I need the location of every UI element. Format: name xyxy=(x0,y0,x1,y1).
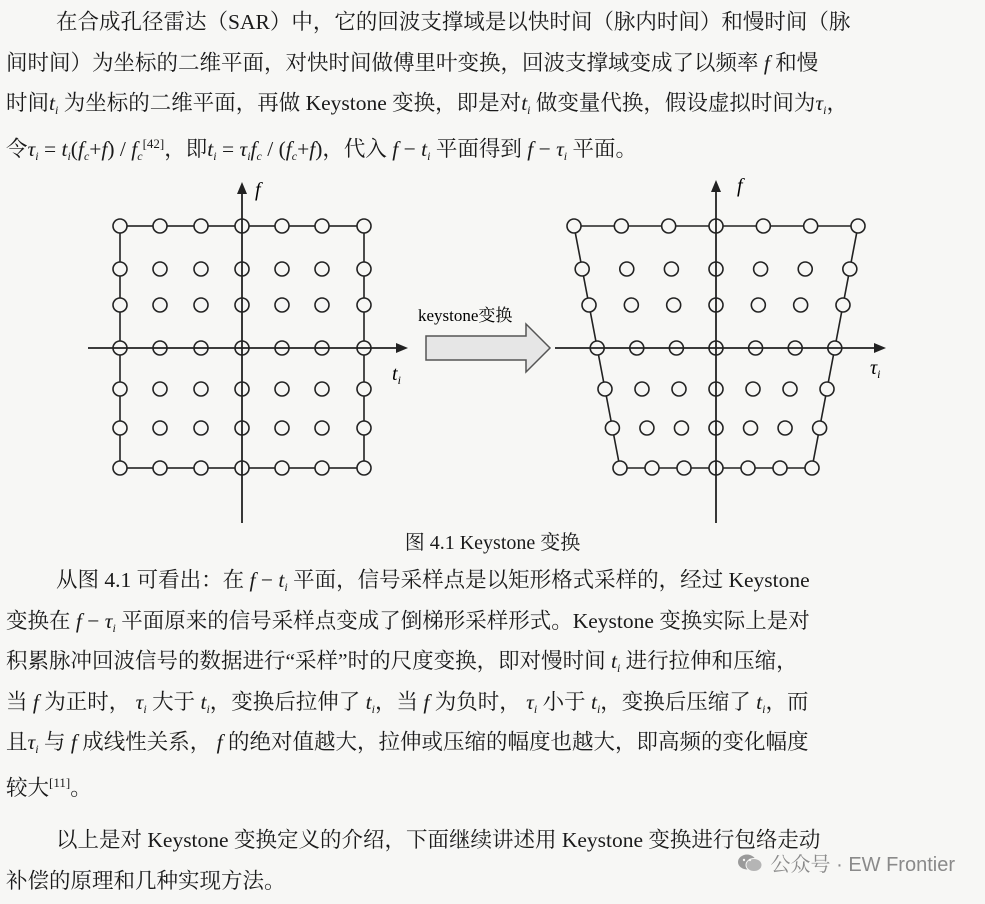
right-sample-point xyxy=(741,461,755,475)
left-sample-point xyxy=(275,421,289,435)
left-sample-point xyxy=(153,219,167,233)
figure-caption: 图 4.1 Keystone 变换 xyxy=(404,532,581,554)
p1-line-3: 时间$t_i$ 为坐标的二维平面，再做 Keystone 变换，即是对$t_i$ 做变量代换，假设虚拟时间为$\tau_i$， xyxy=(6,91,848,117)
left-sample-point xyxy=(153,298,167,312)
left-sample-point xyxy=(153,421,167,435)
right-sample-point xyxy=(751,298,765,312)
p1-line-4: 令$\tau_i = t_i(f_c+f) / f_c[42]$，即$t_i = \tau_if_c / (f_c+f)$，代入 $f - t_i$ 平面得到 $f - \tau_i$ 平面。 xyxy=(6,135,638,163)
p3-line-2: 补偿的原理和几种实现方法。 xyxy=(6,868,286,893)
right-sample-point xyxy=(813,421,827,435)
left-sample-point xyxy=(315,298,329,312)
right-sample-point xyxy=(667,298,681,312)
right-sample-point xyxy=(614,219,628,233)
left-sample-point xyxy=(275,382,289,396)
right-sample-point xyxy=(575,262,589,276)
right-sample-point xyxy=(794,298,808,312)
keystone-arrow-icon xyxy=(426,324,550,372)
left-sample-point xyxy=(357,382,371,396)
left-sample-point xyxy=(357,219,371,233)
right-sample-point xyxy=(836,298,850,312)
p2-line-2: 变换在 $f - \tau_i$ 平面原来的信号采样点变成了倒梯形采样形式。Keystone 变换实际上是对 xyxy=(6,608,810,635)
paragraph-1 xyxy=(0,2,985,164)
right-sample-point xyxy=(744,421,758,435)
right-sample-point xyxy=(582,298,596,312)
wechat-icon xyxy=(737,853,763,873)
right-sample-point xyxy=(645,461,659,475)
left-sample-point xyxy=(315,421,329,435)
left-x-label: $t_i$ xyxy=(392,363,401,387)
left-sample-point xyxy=(315,262,329,276)
left-f-arrowhead xyxy=(237,182,247,194)
left-sample-point xyxy=(275,219,289,233)
right-sample-point xyxy=(620,262,634,276)
left-sample-point xyxy=(153,262,167,276)
right-sample-point xyxy=(640,421,654,435)
p2-line-4: 当 f 为正时， $\tau_i$ 大于 $t_i$，变换后拉伸了 $t_i$，当 f 为负时， $\tau_i$ 小于 $t_i$，变换后压缩了 $t_i$，而 xyxy=(6,689,809,716)
left-t-arrowhead xyxy=(396,343,408,353)
right-sample-point xyxy=(664,262,678,276)
left-sample-point xyxy=(194,421,208,435)
left-sample-point xyxy=(357,461,371,475)
left-sample-point xyxy=(194,461,208,475)
watermark xyxy=(737,848,955,877)
left-sample-point xyxy=(275,262,289,276)
left-sample-point xyxy=(194,382,208,396)
left-sample-point xyxy=(194,298,208,312)
right-sample-point xyxy=(783,382,797,396)
left-y-label: f xyxy=(255,179,261,201)
p2-line-6: 较大[11]。 xyxy=(6,774,92,800)
arrow-label: keystone变换 xyxy=(418,306,513,325)
right-sample-point xyxy=(613,461,627,475)
right-sample-point xyxy=(820,382,834,396)
left-sample-point xyxy=(113,382,127,396)
left-sample-point xyxy=(113,421,127,435)
right-sample-point xyxy=(635,382,649,396)
right-sample-point xyxy=(672,382,686,396)
left-sample-point xyxy=(357,421,371,435)
p3-line-1: 以上是对 Keystone 变换定义的介绍，下面继续讲述用 Keystone 变换进行包络走动 xyxy=(56,828,821,852)
left-sample-point xyxy=(194,262,208,276)
right-sample-point xyxy=(773,461,787,475)
left-sample-point xyxy=(357,262,371,276)
keystone-diagram xyxy=(0,178,985,528)
left-sample-point xyxy=(113,298,127,312)
right-sample-point xyxy=(843,262,857,276)
right-sample-point xyxy=(677,461,691,475)
left-sample-point xyxy=(194,219,208,233)
right-sample-point xyxy=(804,219,818,233)
p2-line-5: 且$\tau_i$ 与 f 成线性关系， f 的绝对值越大，拉伸或压缩的幅度也越大，即高频的变化幅度 xyxy=(6,730,809,756)
right-sample-point xyxy=(598,382,612,396)
right-sample-point xyxy=(778,421,792,435)
left-sample-point xyxy=(315,461,329,475)
right-sample-point xyxy=(851,219,865,233)
keystone-figure xyxy=(0,178,985,528)
left-sample-point xyxy=(113,219,127,233)
right-sample-point xyxy=(754,262,768,276)
right-sample-point xyxy=(798,262,812,276)
right-sample-point xyxy=(805,461,819,475)
right-sample-point xyxy=(624,298,638,312)
left-sample-point xyxy=(357,298,371,312)
p2-line-1: 从图 4.1 可看出：在 $f - t_i$ 平面，信号采样点是以矩形格式采样的，经过 Keystone xyxy=(56,568,810,594)
right-tau-arrowhead xyxy=(874,343,886,353)
left-sample-point xyxy=(113,461,127,475)
paragraph-2 xyxy=(0,560,985,803)
left-sample-point xyxy=(153,461,167,475)
right-x-label: $\tau_i$ xyxy=(870,357,881,381)
left-sample-point xyxy=(315,382,329,396)
left-sample-point xyxy=(275,461,289,475)
right-y-label: f xyxy=(737,178,743,197)
right-f-arrowhead xyxy=(711,180,721,192)
watermark-text: 公众号 · EW Frontier xyxy=(770,854,955,876)
left-sample-point xyxy=(153,382,167,396)
right-sample-point xyxy=(662,219,676,233)
p1-line-2: 间时间）为坐标的二维平面，对快时间做傅里叶变换，回波支撑域变成了以频率 f 和慢 xyxy=(6,50,819,75)
right-sample-point xyxy=(567,219,581,233)
left-sample-point xyxy=(275,298,289,312)
right-sample-point xyxy=(674,421,688,435)
left-sample-point xyxy=(113,262,127,276)
p2-line-3: 积累脉冲回波信号的数据进行“采样”时的尺度变换，即对慢时间 $t_i$ 进行拉伸和压缩， xyxy=(6,649,798,675)
left-sample-point xyxy=(315,219,329,233)
right-sample-point xyxy=(756,219,770,233)
right-sample-point xyxy=(605,421,619,435)
p1-line-1: 在合成孔径雷达（SAR）中，它的回波支撑域是以快时间（脉内时间）和慢时间（脉 xyxy=(56,10,851,34)
right-sample-point xyxy=(746,382,760,396)
